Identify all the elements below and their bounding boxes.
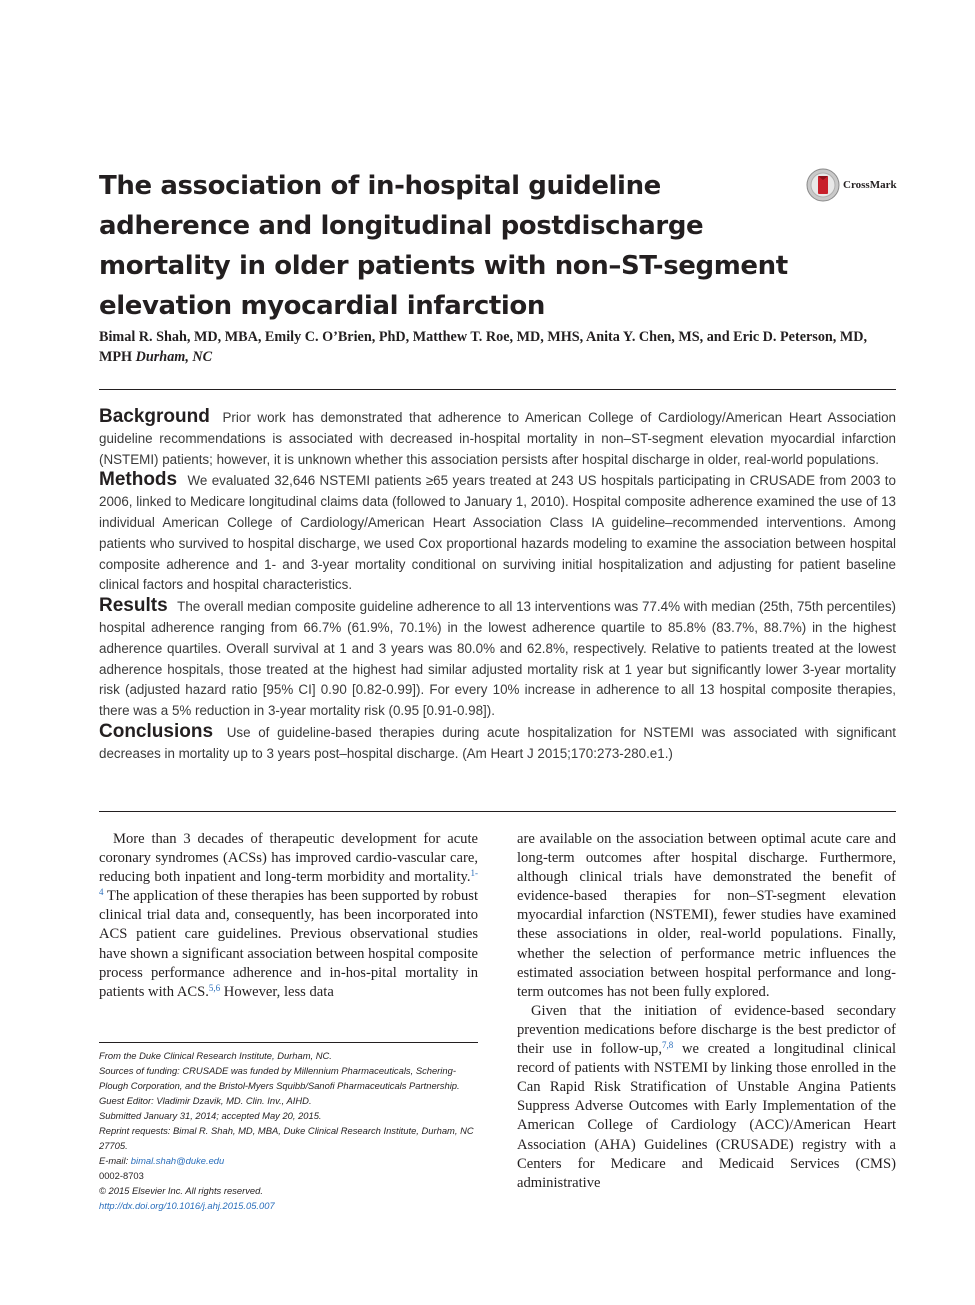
background-text: Prior work has demonstrated that adherence to American College of Cardiology/American Heart Association guideline recommendations is associated with decreased in-hospital mortality in non–ST-segment elevation myocardial infarction (NSTEMI) patients; however, it is unknown whether this association persists after hospital discharge in older, real-world populations. xyxy=(99,410,896,467)
footnote-dates: Submitted January 31, 2014; accepted May 20, 2015. xyxy=(99,1110,322,1121)
footnotes xyxy=(99,1048,478,1213)
email-link[interactable]: bimal.shah@duke.edu xyxy=(130,1155,225,1166)
conclusions-text: Use of guideline-based therapies during acute hospitalization for NSTEMI was associated with significant decreases in mortality up to 3 years post–hospital discharge. (Am Heart J 2015;170:273-280.e1.) xyxy=(99,724,896,761)
crossmark-badge[interactable] xyxy=(806,166,906,204)
citation-link[interactable]: 7,8 xyxy=(661,1040,674,1051)
body-text: we created a longitudinal clinical record of patients with NSTEMI by linking those enrolled in the Can Rapid Risk Stratification of Unstable Angina Patients Suppress Adverse Outcomes with Early Implementation of the American College of Cardiology (ACC)/American Heart Association (AHA) Guidelines (CRUSADE) registry with a Centers for Medicare and Medicaid Services (CMS) administrative xyxy=(517,1041,896,1191)
body-text: However, less data xyxy=(220,983,334,1000)
conclusions-heading: Conclusions xyxy=(99,720,214,742)
footnote-copyright: © 2015 Elsevier Inc. All rights reserved. xyxy=(99,1185,263,1196)
background-heading: Background xyxy=(99,406,210,427)
crossmark-icon xyxy=(806,168,840,202)
body-text: The application of these therapies has been supported by robust clinical trial data and, consequently, has been incorporated into ACS patient care guidelines. Previous observational studies have shown a significant association between hospital composite process performance adherence and in-hos-pital mortality in patients with ACS. xyxy=(99,888,478,1000)
abstract-methods xyxy=(99,470,896,596)
email-label: E-mail: xyxy=(99,1155,131,1166)
body-paragraph xyxy=(99,830,478,1002)
footnote-rule xyxy=(99,1042,478,1043)
body-column-left xyxy=(99,830,478,1002)
methods-heading: Methods xyxy=(99,469,178,491)
abstract-top-rule xyxy=(99,389,896,390)
body-paragraph xyxy=(517,1002,896,1193)
abstract-results xyxy=(99,596,896,722)
body-column-right xyxy=(517,830,896,1193)
abstract xyxy=(99,407,896,765)
footnote-editor: Guest Editor: Vladimir Dzavik, MD. Clin. Inv., AIHD. xyxy=(99,1095,312,1106)
abstract-bottom-rule xyxy=(99,811,896,812)
author-list xyxy=(99,327,869,367)
body-text: More than 3 decades of therapeutic development for acute coronary syndromes (ACSs) has improved cardio-vascular care, reducing both inpatient and long-term morbidity and mortality. xyxy=(99,831,478,886)
body-text: Given that the initiation of evidence-based secondary prevention medications before discharge is the best predictor of their use in follow-up, xyxy=(517,1002,896,1058)
article-title: The association of in-hospital guideline adherence and longitudinal postdischarge mortality in older patients with non–ST-segment elevation myocardial infarction xyxy=(99,171,788,321)
body-paragraph: are available on the association between optimal acute care and long-term outcomes after hospital discharge. Furthermore, although clinical trials have demonstrated the benefit of evidence-based therapies for non–ST-segment elevation myocardial infarction (NSTEMI), fewer studies have examined these associations in older, real-world populations. Finally, whether the selection of performance metric influences the estimated association between hospital performance and long-term outcomes has not been fully explored. xyxy=(517,831,896,1000)
results-text: The overall median composite guideline adherence to all 13 interventions was 77.4% with median (25th, 75th percentiles) hospital adherence ranging from 66.7% (61.9%, 70.1%) in the lowest adherence quartile to 85.8% (83.7%, 88.7%) in the highest adherence quartiles. Overall survival at 1 and 3 years was 80.0% and 62.8%, respectively. Relative to patients treated at the lowest adherence hospitals, those treated at the highest had similar adjusted mortality risk at 1 year but significantly lower 3-year mortality risk (adjusted hazard ratio [95% CI] 0.90 [0.82-0.99]). For every 10% increase in adherence to all 13 hospital composite therapies, there was a 5% reduction in 3-year mortality risk (0.95 [0.91-0.98]). xyxy=(99,599,896,719)
footnote-issn: 0002-8703 xyxy=(99,1170,144,1181)
footnote-email xyxy=(99,1153,478,1168)
footnote-affiliation: From the Duke Clinical Research Institute, Durham, NC. xyxy=(99,1050,332,1061)
author-location: Durham, NC xyxy=(135,349,213,365)
results-heading: Results xyxy=(99,595,168,617)
doi-link[interactable]: http://dx.doi.org/10.1016/j.ahj.2015.05.007 xyxy=(99,1200,275,1211)
citation-link[interactable]: 1-4 xyxy=(99,868,478,898)
abstract-conclusions xyxy=(99,722,896,765)
crossmark-label: CrossMark xyxy=(843,179,897,191)
methods-text: We evaluated 32,646 NSTEMI patients ≥65 years treated at 243 US hospitals participating in CRUSADE from 2003 to 2006, linked to Medicare longitudinal claims data (followed to January 1, 2010). Hospital composite adherence examined the use of 13 individual American College of Cardiology/American Heart Association Class IA guideline–recommended interventions. Among patients who survived to hospital discharge, we used Cox proportional hazards modeling to examine the association between hospital composite adherence and 1- and 3-year mortality conditional on surviving initial hospitalization and adjusting for patient baseline clinical factors and hospital characteristics. xyxy=(99,473,896,593)
footnote-funding: Sources of funding: CRUSADE was funded by Millennium Pharmaceuticals, Schering-Plough Corporation, and the Bristol-Myers Squibb/Sanofi Pharmaceuticals Partnership. xyxy=(99,1065,460,1091)
abstract-background xyxy=(99,407,896,470)
footnote-reprints: Reprint requests: Bimal R. Shah, MD, MBA, Duke Clinical Research Institute, Durham, NC 27705. xyxy=(99,1125,474,1151)
authors-names: Bimal R. Shah, MD, MBA, Emily C. O’Brien, PhD, Matthew T. Roe, MD, MHS, Anita Y. Chen, MS, and Eric D. Peterson, MD, MPH xyxy=(99,329,868,365)
citation-link[interactable]: 5,6 xyxy=(208,982,221,993)
